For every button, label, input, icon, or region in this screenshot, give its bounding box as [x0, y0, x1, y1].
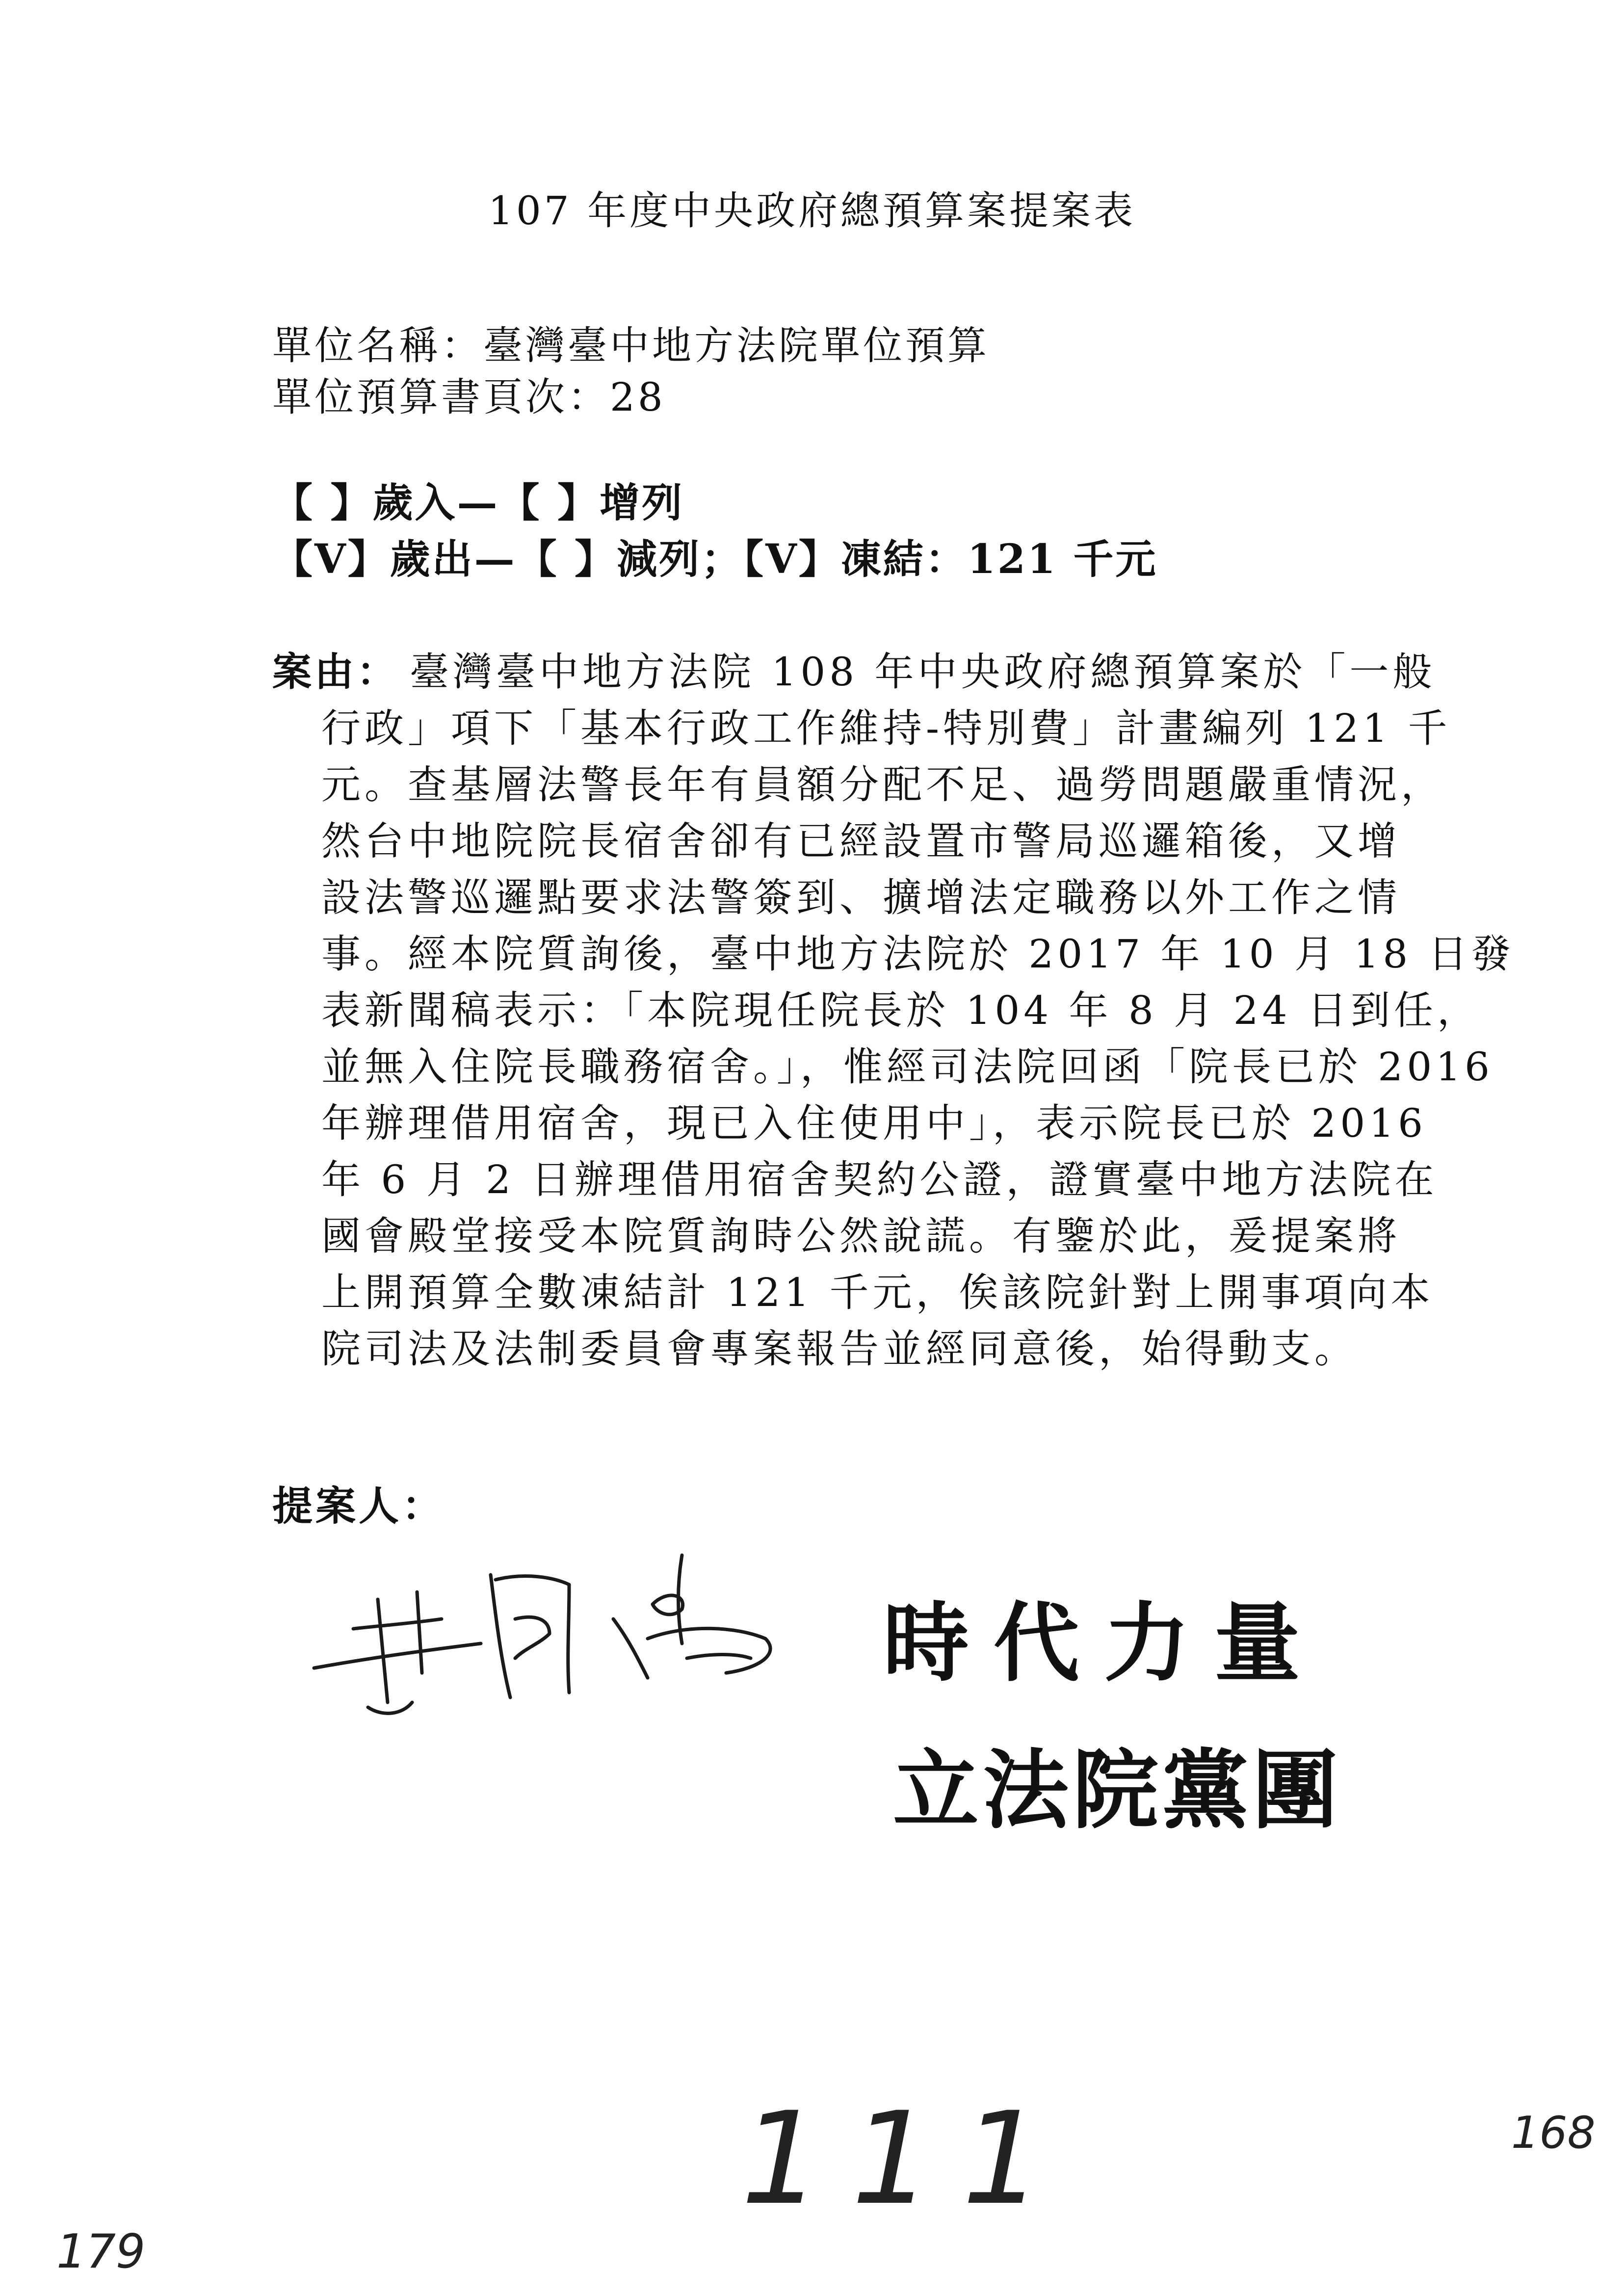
unit-name: 單位名稱：臺灣臺中地方法院單位預算 — [272, 323, 990, 368]
proposer-label: 提案人： — [272, 1483, 445, 1530]
signature-image — [294, 1545, 834, 1732]
reason-line: 上開預算全數凍結計 121 千元，俟該院針對上開事項向本 — [321, 1270, 1434, 1315]
reason-line: 表新聞稿表示：「本院現任院長於 104 年 8 月 24 日到任， — [321, 988, 1480, 1033]
reason-line: 年 6 月 2 日辦理借用宿舍契約公證，證實臺中地方法院在 — [321, 1157, 1438, 1202]
reason-line: 設法警巡邏點要求法警簽到、擴增法定職務以外工作之情 — [321, 875, 1401, 920]
party-stamp-line1: 時代力量 — [883, 1594, 1325, 1694]
reason-line: 臺灣臺中地方法院 108 年中央政府總預算案於「一般 — [410, 649, 1436, 695]
party-stamp-line2: 立法院黨團 — [893, 1741, 1342, 1841]
reason-label: 案由： — [272, 649, 399, 695]
reason-line: 並無入住院長職務宿舍。」，惟經司法院回函「院長已於 2016 — [321, 1044, 1494, 1090]
reason-line: 國會殿堂接受本院質詢時公然說謊。有鑒於此，爰提案將 — [321, 1213, 1401, 1259]
reason-line: 元。查基層法警長年有員額分配不足、過勞問題嚴重情況， — [321, 762, 1444, 808]
category-expenditure: 【V】歲出—【 】減列；【V】凍結：121 千元 — [272, 536, 1158, 583]
category-revenue: 【 】歲入—【 】增列 — [272, 479, 684, 526]
document-title: 107 年度中央政府總預算案提案表 — [488, 188, 1136, 234]
handwritten-number-left: 179 — [56, 2225, 146, 2279]
handwritten-page-number-center: 111 — [741, 2085, 1073, 2233]
reason-line: 年辦理借用宿舍，現已入住使用中」，表示院長已於 2016 — [321, 1100, 1427, 1146]
budget-page: 單位預算書頁次：28 — [272, 374, 666, 420]
reason-line: 然台中地院院長宿舍卻有已經設置市警局巡邏箱後，又增 — [321, 818, 1401, 864]
reason-line: 行政」項下「基本行政工作維持-特別費」計畫編列 121 千 — [321, 705, 1451, 751]
reason-line: 院司法及法制委員會專案報告並經同意後，始得動支。 — [321, 1326, 1358, 1372]
reason-line: 事。經本院質詢後，臺中地方法院於 2017 年 10 月 18 日發 — [321, 931, 1515, 977]
handwritten-number-right: 168 — [1511, 2107, 1596, 2159]
